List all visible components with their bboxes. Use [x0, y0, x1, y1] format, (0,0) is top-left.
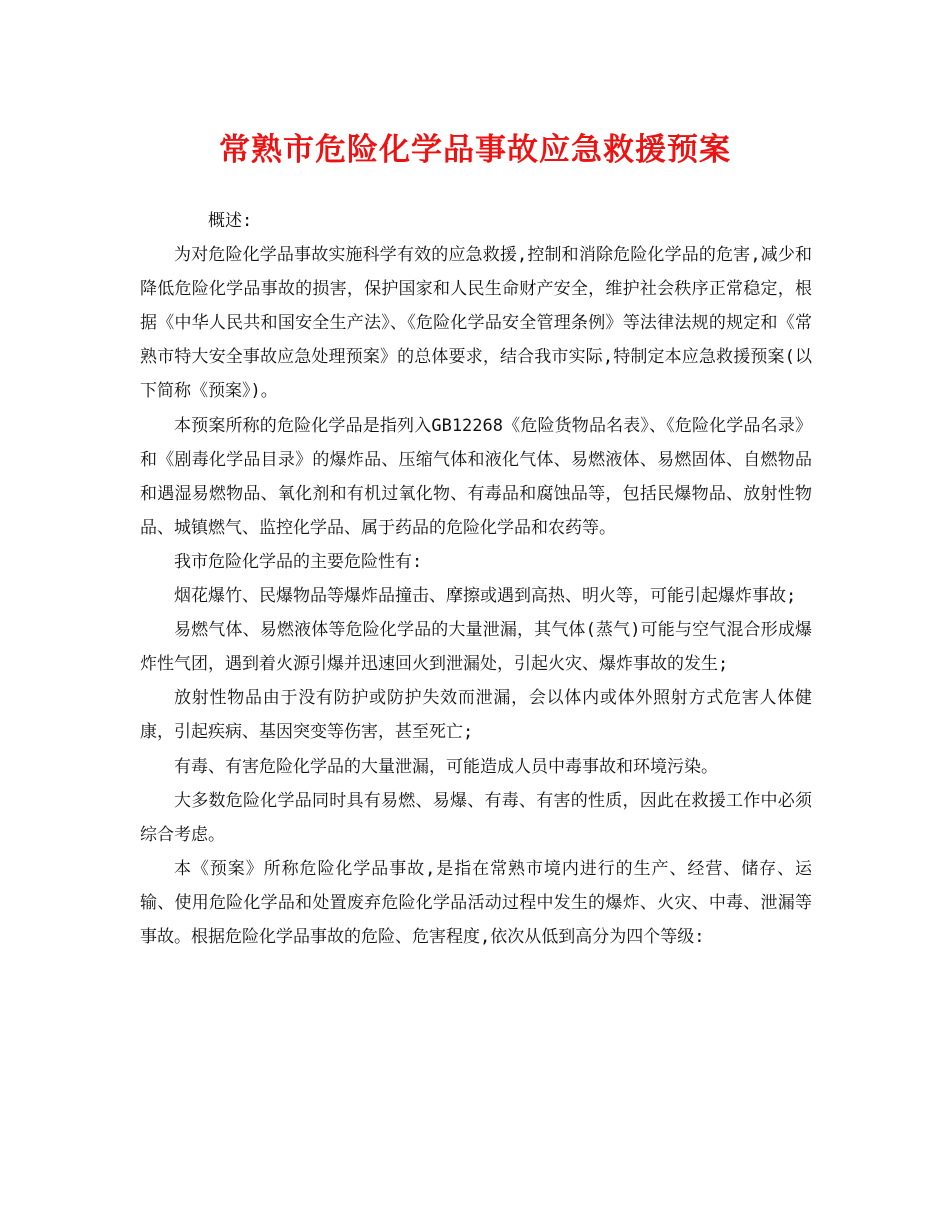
paragraph-radioactive: 放射性物品由于没有防护或防护失效而泄漏，会以体内或体外照射方式危害人体健康，引起疾病、基因突变等伤害，甚至死亡; [140, 688, 812, 743]
paragraph-definition: 本预案所称的危险化学品是指列入GB12268《危险货物品名表》、《危险化学品名录》和《剧毒化学品目录》的爆炸品、压缩气体和液化气体、易燃液体、易燃固体、自燃物品和遇湿易燃物品、氧化剂和有机过氧化物、有毒品和腐蚀品等，包括民爆物品、放射性物品、城镇燃气、监控化学品、属于药品的危险化学品和农药等。 [140, 415, 812, 538]
paragraph-flammables: 易燃气体、易燃液体等危险化学品的大量泄漏，其气体(蒸气)可能与空气混合形成爆炸性气团，遇到着火源引爆并迅速回火到泄漏处，引起火灾、爆炸事故的发生; [140, 620, 812, 675]
paragraph-purpose: 为对危险化学品事故实施科学有效的应急救援,控制和消除危险化学品的危害,减少和降低危险化学品事故的损害，保护国家和人民生命财产安全，维护社会秩序正常稳定，根据《中华人民共和国安全生产法》、《危险化学品安全管理条例》等法律法规的规定和《常熟市特大安全事故应急处理预案》的总体要求，结合我市实际,特制定本应急救援预案(以下简称《预案》)。 [140, 245, 812, 402]
paragraph-combined: 大多数危险化学品同时具有易燃、易爆、有毒、有害的性质，因此在救援工作中必须综合考虑。 [140, 790, 812, 845]
paragraph-explosives: 烟花爆竹、民爆物品等爆炸品撞击、摩擦或遇到高热、明火等，可能引起爆炸事故; [174, 586, 797, 607]
paragraph-main-hazards: 我市危险化学品的主要危险性有: [174, 551, 423, 572]
document-body [140, 204, 812, 954]
paragraph-accident-scope: 本《预案》所称危险化学品事故,是指在常熟市境内进行的生产、经营、储存、运输、使用危险化学品和处置废弃危险化学品活动过程中发生的爆炸、火灾、中毒、泄漏等事故。根据危险化学品事故的危险、危害程度,依次从低到高分为四个等级: [140, 858, 812, 947]
overview-label: 概述: [208, 211, 253, 231]
document-title: 常熟市危险化学品事故应急救援预案 [219, 132, 731, 168]
paragraph-toxic: 有毒、有害危险化学品的大量泄漏，可能造成人员中毒事故和环境污染。 [174, 756, 718, 777]
